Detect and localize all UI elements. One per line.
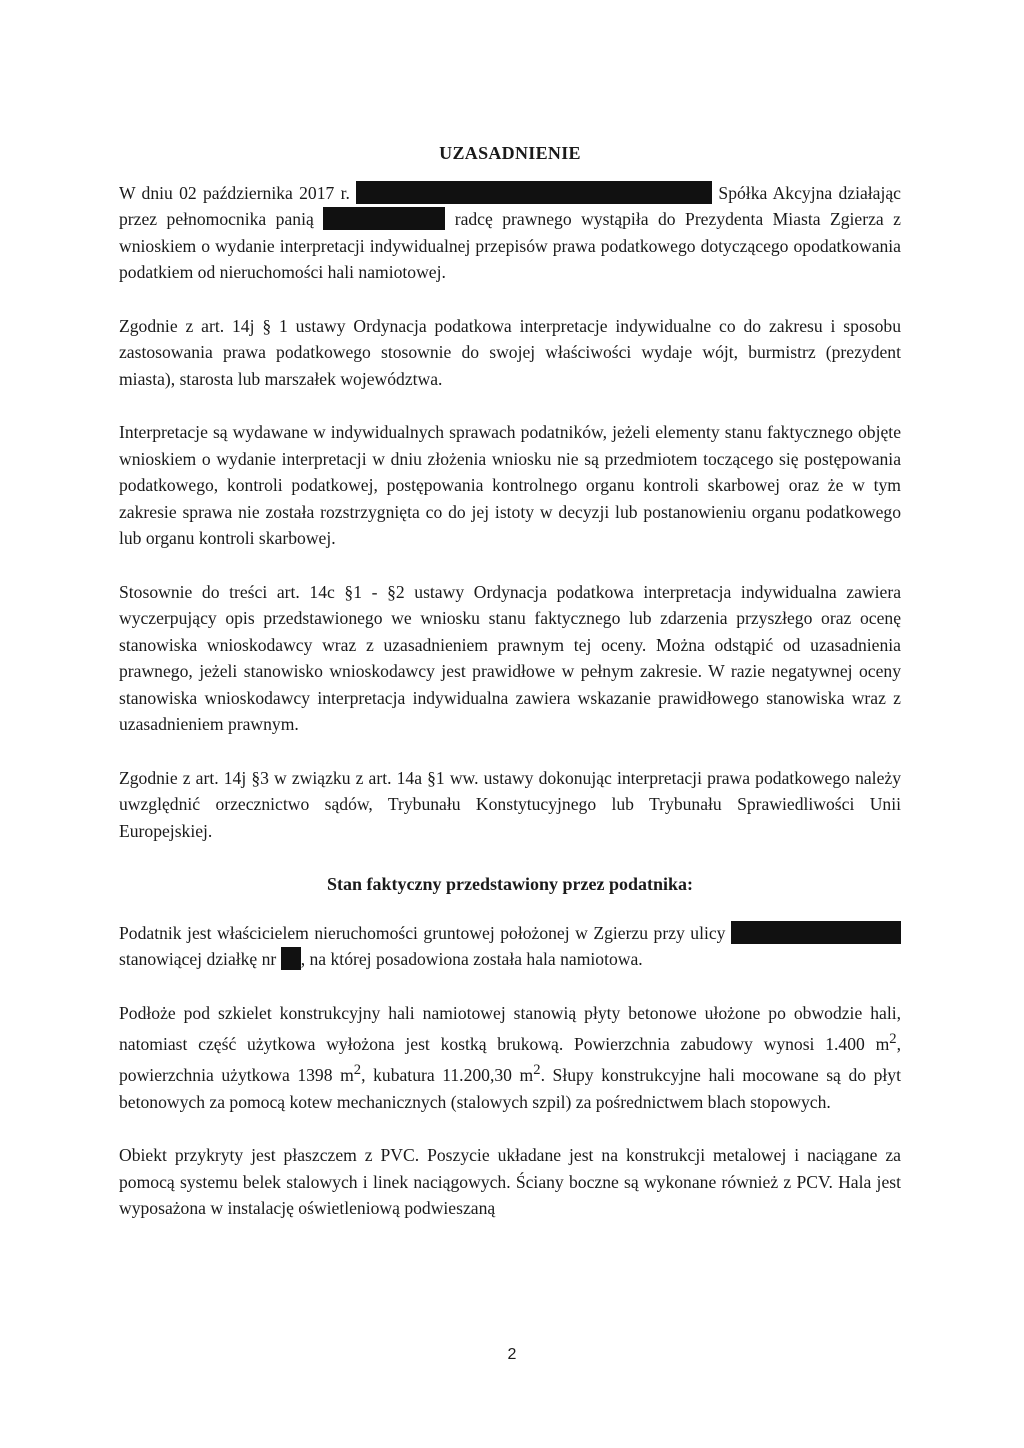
redacted-company-name bbox=[356, 181, 712, 204]
section-heading: Stan faktyczny przedstawiony przez podatnika: bbox=[326, 874, 693, 894]
superscript-3: 2 bbox=[533, 1062, 541, 1079]
paragraph-1-text-c: radcę prawnego wystąpiła do Prezydenta Miasta Zgierza z wnioskiem o wydanie interpretacji indywidualnej przepisów prawa podatkowego dotyczącego opodatkowania podatkiem od nieruchomości hali namiotowej. bbox=[119, 209, 901, 282]
redacted-street-name bbox=[731, 921, 901, 944]
redacted-attorney-name bbox=[323, 207, 445, 230]
superscript-2: 2 bbox=[353, 1062, 362, 1079]
paragraph-6 bbox=[119, 920, 901, 973]
paragraph-7-text-d: . Słupy konstrukcyjne hali mocowane są do płyt betonowych za pomocą kotew mechanicznych (stalowych szpil) za pośrednictwem blach stopowych. bbox=[119, 1065, 901, 1112]
paragraph-6-text-b: stanowiącej działkę nr bbox=[119, 949, 281, 969]
paragraph-1-text-b: Spółka Akcyjna działając przez pełnomocnika panią bbox=[119, 182, 901, 229]
superscript-1: 2 bbox=[889, 1031, 897, 1047]
paragraph-1-text-a: W dniu 02 października 2017 r. bbox=[119, 182, 357, 203]
paragraph-1 bbox=[119, 180, 901, 286]
document-body bbox=[119, 140, 901, 1249]
paragraph-6-text-a: Podatnik jest właścicielem nieruchomości gruntowej położonej w Zgierzu przy ulicy bbox=[119, 922, 731, 943]
paragraph-7-text-a: Podłoże pod szkielet konstrukcyjny hali namiotowej stanowią płyty betonowe ułożone po obwodzie hali, natomiast część użytkowa wyłożona jest kostką brukową. Powierzchnia zabudowy wynosi 1.400 m bbox=[119, 1002, 901, 1054]
paragraph-7-text-b: , powierzchnia użytkowa 1398 m bbox=[119, 1033, 901, 1086]
paragraph-3: Interpretacje są wydawane w indywidualnych sprawach podatników, jeżeli elementy stanu faktycznego objęte wnioskiem o wydanie interpretacji w dniu złożenia wniosku nie są przedmiotem toczącego się postępowania podatkowego, kontroli podatkowej, postępowania kontrolnego organu kontroli skarbowej oraz że w tym zakresie sprawa nie została rozstrzygnięta co do jej istoty w decyzji lub postanowieniu organu podatkowego lub organu kontroli skarbowej. bbox=[119, 422, 901, 548]
redacted-plot-number bbox=[281, 947, 301, 970]
page-number: 2 bbox=[507, 1346, 517, 1363]
paragraph-6-text-c: , na której posadowiona została hala namiotowa. bbox=[300, 949, 643, 969]
paragraph-5: Zgodnie z art. 14j §3 w związku z art. 14a §1 ww. ustawy dokonując interpretacji prawa podatkowego należy uwzględnić orzecznictwo sądów, Trybunału Konstytucyjnego lub Trybunału Sprawiedliwości Unii Europejskiej. bbox=[119, 767, 901, 841]
paragraph-2: Zgodnie z art. 14j § 1 ustawy Ordynacja podatkowa interpretacje indywidualne co do zakresu i sposobu zastosowania prawa podatkowego stosownie do swojej właściwości wydaje wójt, burmistrz (prezydent miasta), starosta lub marszałek województwa. bbox=[119, 315, 901, 389]
paragraph-4: Stosownie do treści art. 14c §1 - §2 ustawy Ordynacja podatkowa interpretacja indywidualna zawiera wyczerpujący opis przedstawionego we wniosku stanu faktycznego lub zdarzenia przyszłego oraz ocenę stanowiska wnioskodawcy wraz z uzasadnieniem prawnym tej oceny. Można odstąpić od uzasadnienia prawnego, jeżeli stanowisko wnioskodawcy jest prawidłowe w pełnym zakresie. W razie negatywnej oceny stanowiska wnioskodawcy interpretacja indywidualna zawiera wskazanie prawidłowego stanowiska wraz z uzasadnieniem prawnym. bbox=[119, 581, 901, 734]
paragraph-7 bbox=[119, 1000, 901, 1116]
document-title: UZASADNIENIE bbox=[439, 143, 581, 163]
paragraph-8: Obiekt przykryty jest płaszczem z PVC. Poszycie układane jest na konstrukcji metalowej i naciągane za pomocą systemu belek stalowych i linek naciągowych. Ściany boczne są wykonane również z PCV. Hala jest wyposażona w instalację oświetleniową podwieszaną bbox=[119, 1145, 901, 1219]
paragraph-7-text-c: , kubatura 11.200,30 m bbox=[361, 1065, 534, 1086]
